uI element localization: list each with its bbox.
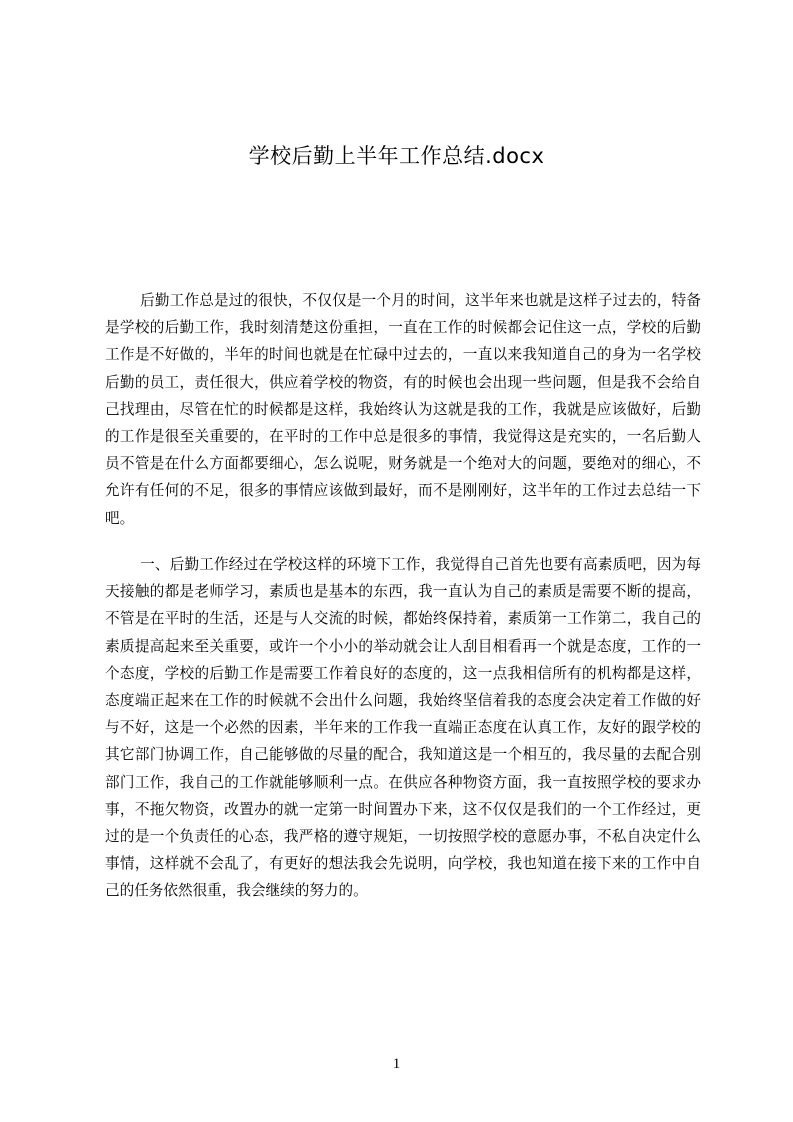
page-number: 1	[392, 1056, 401, 1072]
body-paragraph-2	[105, 551, 701, 905]
paragraph-text: 一、后勤工作经过在学校这样的环境下工作，我觉得自己首先也要有高素质吧，因为每天接触的都是老师学习，素质也是基本的东西，我一直认为自己的素质是需要不断的提高，不管是在平时的生活，还是与人交流的时候，都始终保持着，素质第一工作第二，我自己的素质提高起来至关重要，或许一个小小的举动就会让人刮目相看再一个就是态度，工作的一个态度，学校的后勤工作是需要工作着良好的态度的，这一点我相信所有的机构都是这样，态度端正起来在工作的时候就不会出什么问题，我始终坚信着我的态度会决定着工作做的好与不好，这是一个必然的因素，半年来的工作我一直端正态度在认真工作，友好的跟学校的其它部门协调工作，自己能够做的尽量的配合，我知道这是一个相互的，我尽量的去配合别部门工作，我自己的工作就能够顺利一点。在供应各种物资方面，我一直按照学校的要求办事，不拖欠物资，改置办的就一定第一时间置办下来，这不仅仅是我们的一个工作经过，更过的是一个负责任的心态，我严格的遵守规矩，一切按照学校的意愿办事，不私自决定什么事情，这样就不会乱了，有更好的想法我会先说明，向学校，我也知道在接下来的工作中自己的任务依然很重，我会继续的努力的。	[105, 556, 701, 900]
paragraph-text: 后勤工作总是过的很快，不仅仅是一个月的时间，这半年来也就是这样子过去的，特备是学校的后勤工作，我时刻清楚这份重担，一直在工作的时候都会记住这一点，学校的后勤工作是不好做的，半年的时间也就是在忙碌中过去的，一直以来我知道自己的身为一名学校后勤的员工，责任很大，供应着学校的物资，有的时候也会出现一些问题，但是我不会给自己找理由，尽管在忙的时候都是这样，我始终认为这就是我的工作，我就是应该做好，后勤的工作是很至关重要的，在平时的工作中总是很多的事情，我觉得这是充实的，一名后勤人员不管是在什么方面都要细心，怎么说呢，财务就是一个绝对大的问题，要绝对的细心，不允许有任何的不足，很多的事情应该做到最好，而不是刚刚好，这半年的工作过去总结一下吧。	[105, 292, 701, 527]
document-title: 学校后勤上半年工作总结.docx	[248, 144, 545, 168]
body-paragraph-1	[105, 287, 701, 532]
